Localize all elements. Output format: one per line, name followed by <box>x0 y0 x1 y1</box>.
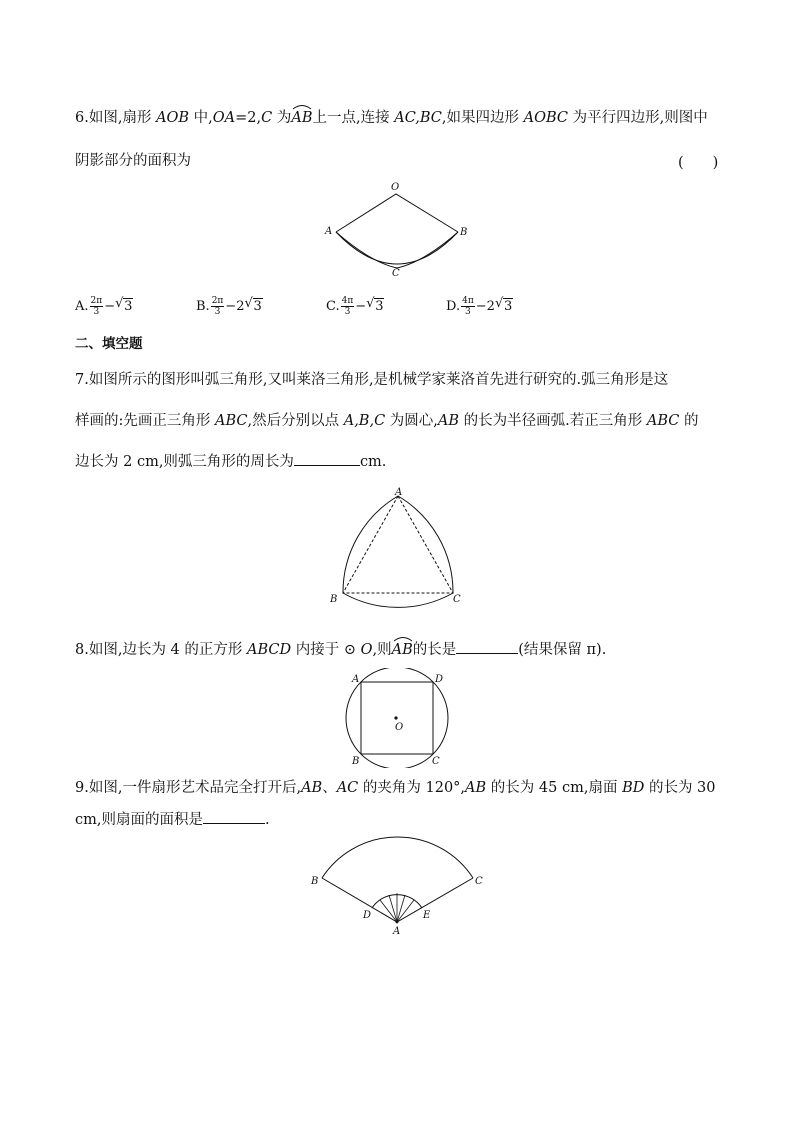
label-d: D <box>435 674 444 685</box>
label-d: D <box>363 910 372 921</box>
sector-radii <box>336 194 458 232</box>
chords-ac-bc <box>336 232 458 268</box>
fraction: $\frac{4\pi}{3}$ <box>341 296 354 317</box>
sqrt-sign-icon: √ <box>244 296 253 311</box>
fraction: $\frac{2\pi}{3}$ <box>90 296 103 317</box>
reuleaux-triangle <box>343 496 453 607</box>
q6-line-1: 6.如图,扇形 AOB 中,OA=2,C 为 AB上一点,连接 AC,BC,如果四边形 AOBC 为平行四边形,则图中 <box>75 108 708 128</box>
answer-blank[interactable] <box>456 653 518 654</box>
option-a[interactable]: A. $\frac{2\pi}{3}$ − √ 3 <box>75 296 133 317</box>
arc-symbol <box>291 102 313 110</box>
q9-line-1: 9.如图,一件扇形艺术品完全打开后,AB、AC 的夹角为 120°,AB 的长为 45 cm,扇面 BD 的长为 30 <box>75 780 716 796</box>
label-c: C <box>475 876 483 887</box>
sqrt: √ 3 <box>244 296 262 314</box>
answer-parentheses: ( ) <box>678 155 719 171</box>
q8-line-1: 8.如图,边长为 4 的正方形 ABCD 内接于 ⊙ O,则 AB的长是 (结果保留 π). <box>75 640 606 660</box>
q7-line-2: 样画的:先画正三角形 ABC,然后分别以点 A,B,C 为圆心,AB 的长为半径画弧.若正三角形 ABC 的 <box>75 413 699 429</box>
fraction: $\frac{4\pi}{3}$ <box>462 296 474 317</box>
q7-line-3: 边长为 2 cm,则弧三角形的周长为 cm. <box>75 454 387 470</box>
label-c: C <box>392 268 400 279</box>
sector-arc <box>336 232 458 264</box>
answer-blank[interactable] <box>294 465 360 466</box>
q6-sector-figure <box>320 180 480 280</box>
sqrt: √ 3 <box>366 296 384 314</box>
center-point <box>394 716 397 719</box>
label-a: A <box>395 487 403 498</box>
sqrt-sign-icon: √ <box>115 296 124 311</box>
label-a: A <box>352 674 360 685</box>
q9-fan-figure <box>305 834 495 938</box>
q8-circle-square-figure <box>340 668 460 768</box>
label-b: B <box>330 594 338 605</box>
sqrt: √ 3 <box>115 296 133 314</box>
fan-edges-ab-ac <box>322 878 473 922</box>
label-o: O <box>391 182 400 193</box>
label-e: E <box>423 910 431 921</box>
arc-symbol <box>392 634 414 642</box>
option-d[interactable]: D. $\frac{4\pi}{3}$ −2 √ 3 <box>446 296 513 317</box>
section-title: 二、填空题 <box>75 336 143 352</box>
label-a: A <box>325 226 333 237</box>
outer-arc-bc <box>322 837 473 878</box>
label-c: C <box>453 594 461 605</box>
arc-ab-notation: AB <box>392 640 413 660</box>
sqrt-sign-icon: √ <box>494 296 504 311</box>
label-b: B <box>460 227 468 238</box>
label-c: C <box>432 756 440 767</box>
q7-reuleaux-figure <box>325 485 475 610</box>
arc-ab-notation: AB <box>291 108 312 128</box>
label-a: A <box>393 926 401 937</box>
point-a <box>396 921 399 924</box>
q9-line-2: cm,则扇面的面积是 . <box>75 812 270 828</box>
sqrt: √ 3 <box>494 296 513 314</box>
label-o: O <box>395 722 404 733</box>
label-b: B <box>311 876 319 887</box>
option-c[interactable]: C. $\frac{4\pi}{3}$ − √ 3 <box>326 296 384 317</box>
label-b: B <box>352 756 360 767</box>
answer-blank[interactable] <box>203 823 265 824</box>
q7-line-1: 7.如图所示的图形叫弧三角形,又叫莱洛三角形,是机械学家莱洛首先进行研究的.弧三角形是这 <box>75 372 669 388</box>
sqrt-sign-icon: √ <box>366 296 375 311</box>
fraction: $\frac{2\pi}{3}$ <box>211 296 224 317</box>
equilateral-triangle <box>343 496 453 593</box>
q6-line-2: 阴影部分的面积为 <box>75 153 191 169</box>
option-b[interactable]: B. $\frac{2\pi}{3}$ −2 √ 3 <box>196 296 262 317</box>
